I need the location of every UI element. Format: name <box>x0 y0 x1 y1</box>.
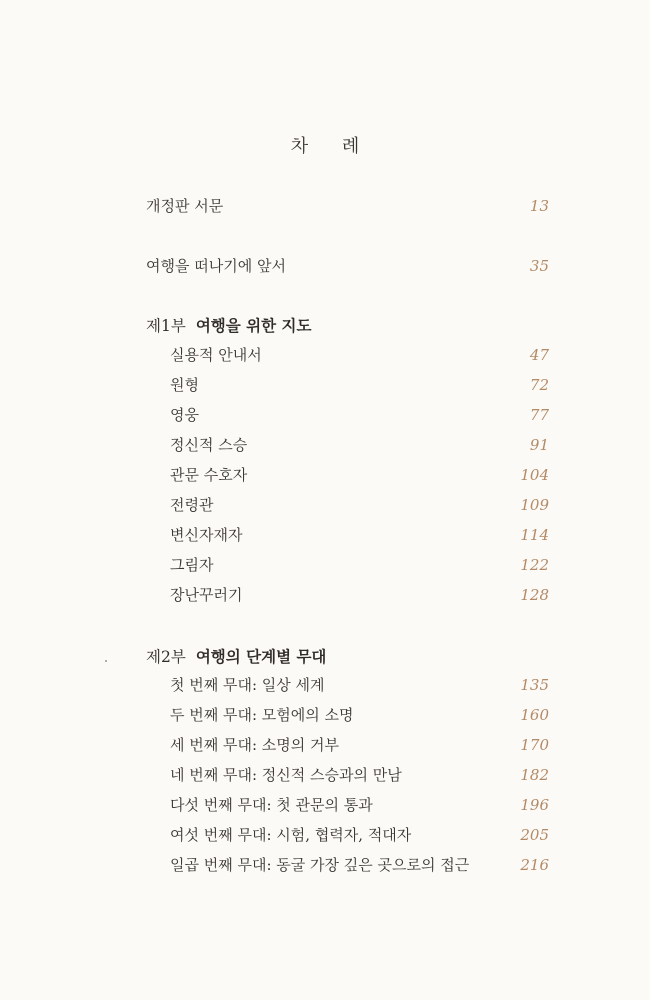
toc-entry-page: 13 <box>529 197 549 215</box>
toc-entry-label: 영웅 <box>170 406 199 424</box>
toc-entry-label: 그림자 <box>170 556 214 574</box>
toc-entry[interactable] <box>0 583 650 607</box>
toc-entry-label: 여섯 번째 무대: 시험, 협력자, 적대자 <box>170 826 412 844</box>
toc-entry-label: 실용적 안내서 <box>170 346 262 364</box>
toc-entry-page: 135 <box>520 676 549 694</box>
toc-entry-page: 72 <box>529 376 549 394</box>
toc-entry[interactable] <box>0 343 650 367</box>
toc-entry-page: 122 <box>520 556 549 574</box>
toc-entry-label: 관문 수호자 <box>170 466 248 484</box>
toc-entry-label: 네 번째 무대: 정신적 스승과의 만남 <box>170 766 402 784</box>
toc-entry-page: 216 <box>520 856 549 874</box>
toc-entry-page: 160 <box>520 706 549 724</box>
toc-entry-page: 104 <box>520 466 549 484</box>
toc-entry-label: 여행을 떠나기에 앞서 <box>146 257 286 275</box>
part-heading <box>0 314 650 338</box>
toc-entry-label: 개정판 서문 <box>146 197 224 215</box>
toc-entry-page: 114 <box>520 526 549 544</box>
toc-entry[interactable] <box>0 523 650 547</box>
toc-entry-label: 일곱 번째 무대: 동굴 가장 깊은 곳으로의 접근 <box>170 856 470 874</box>
part-number: 제2부 <box>146 648 186 666</box>
page-title: 차 례 <box>290 136 374 157</box>
toc-entry-page: 205 <box>520 826 549 844</box>
toc-entry-label: 첫 번째 무대: 일상 세계 <box>170 676 325 694</box>
paper-speck <box>105 660 107 662</box>
toc-entry-label: 두 번째 무대: 모험에의 소명 <box>170 706 354 724</box>
toc-entry[interactable] <box>0 403 650 427</box>
toc-entry-label: 전령관 <box>170 496 214 514</box>
toc-entry[interactable] <box>0 433 650 457</box>
toc-entry-label: 다섯 번째 무대: 첫 관문의 통과 <box>170 796 373 814</box>
toc-entry[interactable] <box>0 673 650 697</box>
toc-entry[interactable] <box>0 553 650 577</box>
part-heading <box>0 645 650 669</box>
toc-entry-page: 109 <box>520 496 549 514</box>
toc-entry-page: 170 <box>520 736 549 754</box>
toc-entry-label: 장난꾸러기 <box>170 586 243 604</box>
toc-entry-label: 정신적 스승 <box>170 436 248 454</box>
toc-entry-page: 182 <box>520 766 549 784</box>
toc-entry[interactable] <box>0 463 650 487</box>
toc-entry[interactable] <box>0 733 650 757</box>
toc-entry[interactable] <box>0 763 650 787</box>
toc-entry[interactable] <box>0 823 650 847</box>
toc-entry-page: 91 <box>529 436 549 454</box>
toc-entry-page: 47 <box>529 346 549 364</box>
part-number: 제1부 <box>146 317 186 335</box>
toc-entry-page: 128 <box>520 586 549 604</box>
toc-entry[interactable] <box>0 853 650 877</box>
toc-entry-label: 세 번째 무대: 소명의 거부 <box>170 736 340 754</box>
toc-entry[interactable] <box>0 373 650 397</box>
toc-entry-label: 원형 <box>170 376 199 394</box>
toc-entry[interactable] <box>0 493 650 517</box>
toc-entry[interactable] <box>0 703 650 727</box>
toc-entry[interactable] <box>0 194 650 218</box>
toc-entry-page: 196 <box>520 796 549 814</box>
part-title: 여행의 단계별 무대 <box>195 647 327 666</box>
toc-entry[interactable] <box>0 793 650 817</box>
part-title: 여행을 위한 지도 <box>195 316 312 335</box>
toc-entry-page: 35 <box>529 257 549 275</box>
toc-entry-label: 변신자재자 <box>170 526 243 544</box>
toc-entry-page: 77 <box>529 406 549 424</box>
toc-entry[interactable] <box>0 254 650 278</box>
